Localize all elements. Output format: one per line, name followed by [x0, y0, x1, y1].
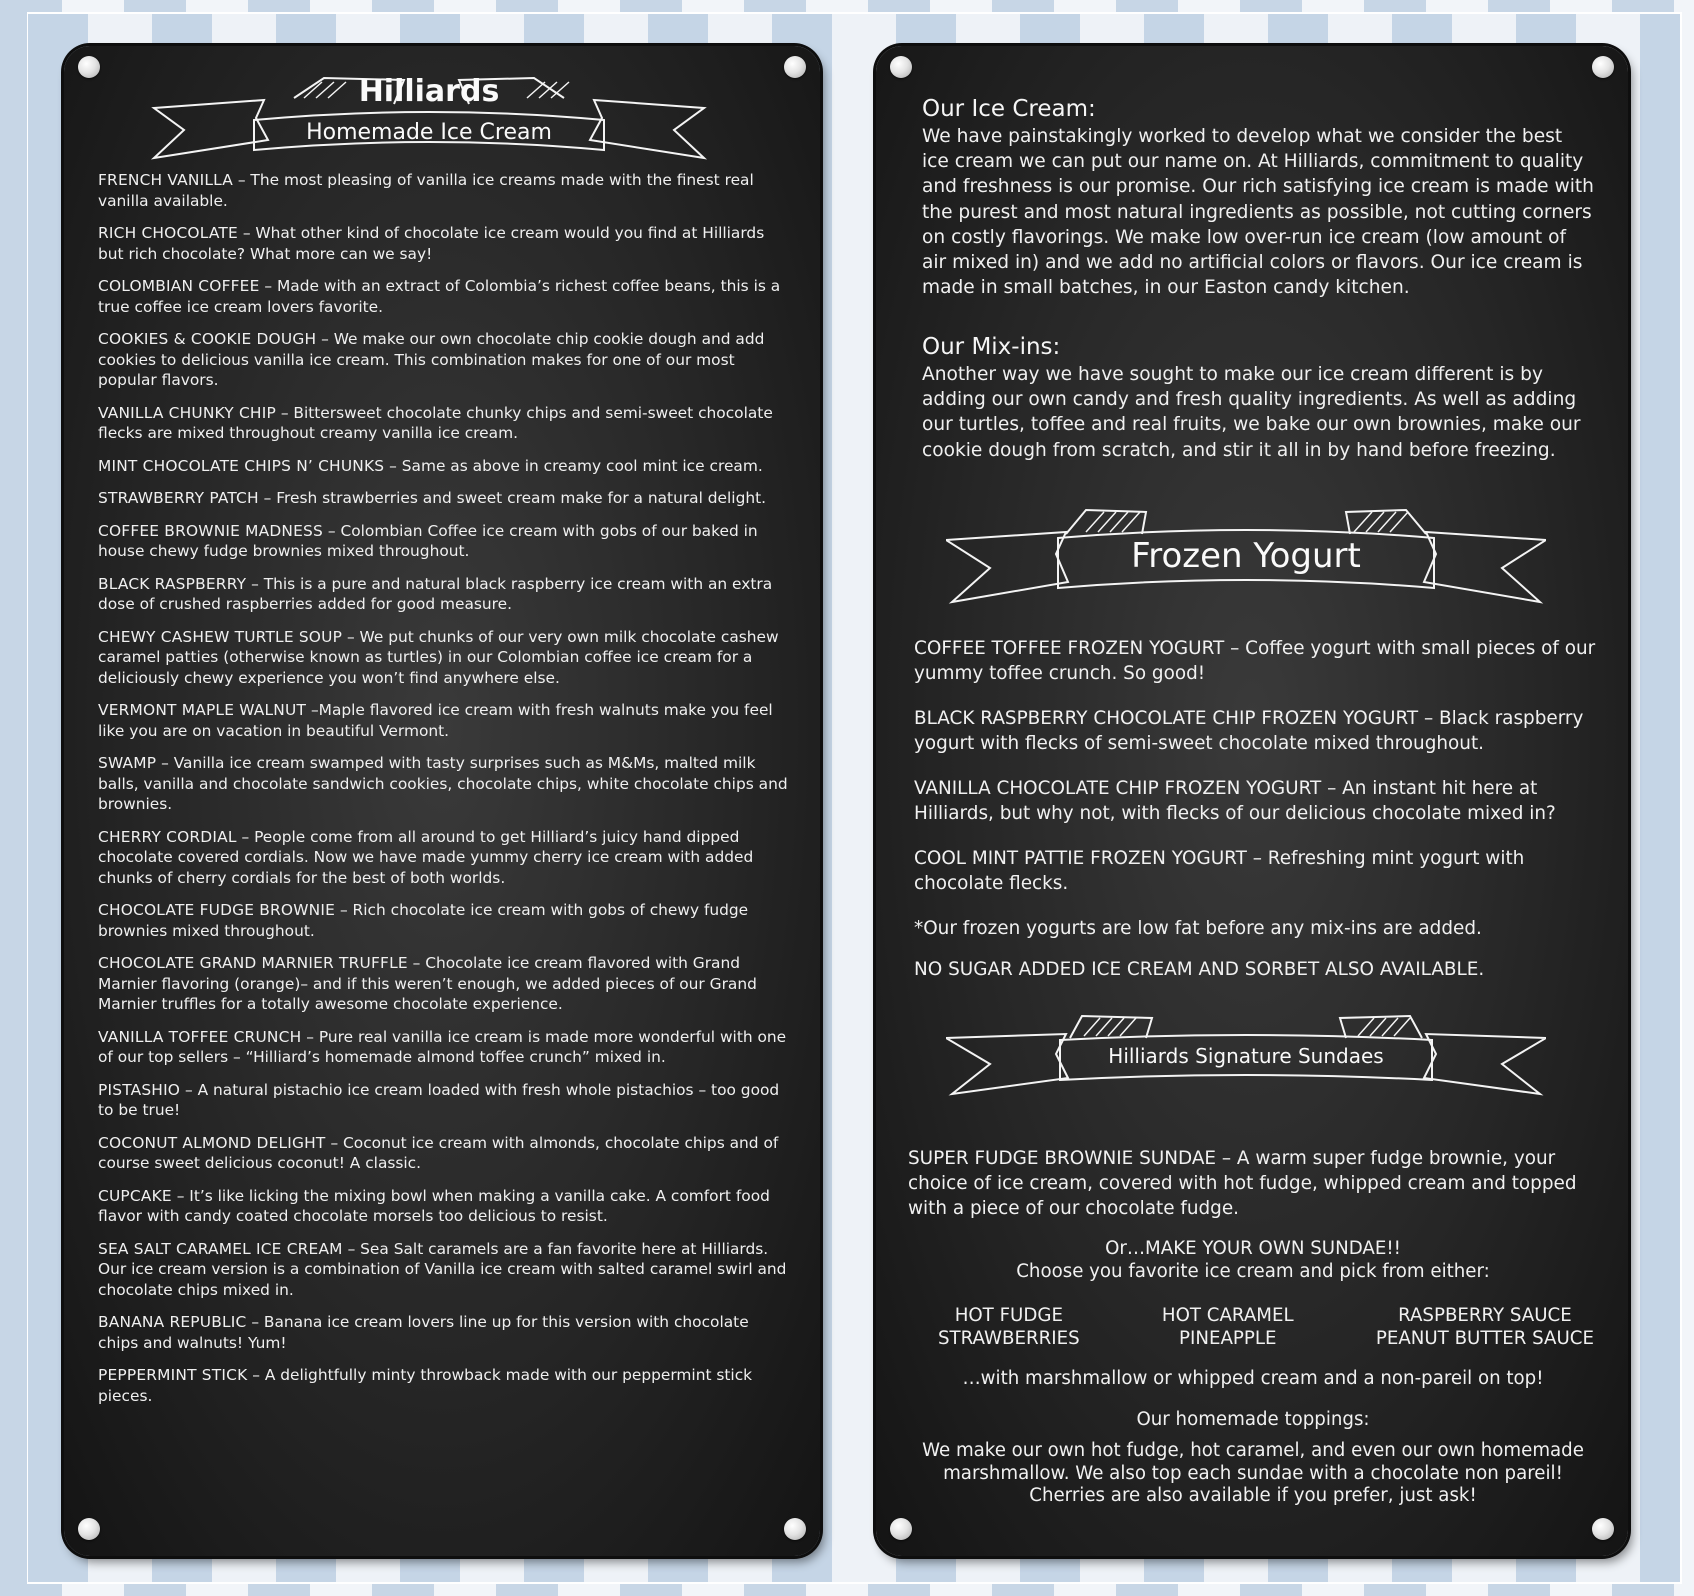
flavor-desc: – Sea Salt caramels are a fan favorite here at Hilliards. Our ice cream version is a combination of Vanilla ice cream with salted caramel swirl and chocolate chips mixed in. — [98, 1239, 787, 1299]
flavor-name: BANANA REPUBLIC — [98, 1313, 247, 1331]
flavor-name: VERMONT MAPLE WALNUT — [98, 701, 307, 719]
flavor-desc: – Banana ice cream lovers line up for this version with chocolate chips and walnuts! Yum! — [98, 1313, 749, 1352]
flavor-item — [98, 700, 790, 741]
sauce-options — [908, 1305, 1598, 1350]
ice-cream-text: We have painstakingly worked to develop what we consider the best ice cream we can put our name on. At Hilliards, commitment to quality and freshness is our promise. Our rich satisfying ice cream is made with the purest and most natural ingredients as possible, not cutting corners on costly flavorings. We make low over-run ice cream (low amount of air mixed in) and we add no artificial colors or flavors. Our ice cream is made in small batches, in our Easton candy kitchen. — [922, 126, 1594, 299]
screw-icon — [890, 1518, 912, 1540]
yogurt-item — [914, 846, 1614, 896]
flavor-name: CHEWY CASHEW TURTLE SOUP — [98, 627, 343, 646]
super-fudge-desc: – A warm super fudge brownie, your choice of ice cream, covered with hot fudge, whipped cream and topped with a piece of our chocolate fudge. — [908, 1148, 1577, 1219]
flavor-desc: – Rich chocolate ice cream with gobs of chewy fudge brownies mixed throughout. — [98, 901, 749, 940]
flavor-name: RICH CHOCOLATE — [98, 224, 238, 242]
flavor-name: COLOMBIAN COFFEE — [98, 277, 260, 295]
sauce-column — [938, 1305, 1080, 1350]
flavor-desc: – Chocolate ice cream flavored with Grand Marnier flavoring (orange)– and if this weren’t enough, we added pieces of our Grand Marnier truffles for a totally awesome chocolate experience. — [98, 954, 757, 1013]
flavor-desc: – A natural pistachio ice cream loaded with fresh whole pistachios – too good to be true! — [98, 1080, 780, 1119]
super-fudge-name: SUPER FUDGE BROWNIE SUNDAE — [908, 1148, 1217, 1169]
flavor-name: MINT CHOCOLATE CHIPS N’ CHUNKS — [98, 456, 385, 475]
yogurt-item — [914, 706, 1614, 756]
banner-subtitle: Homemade Ice Cream — [306, 120, 552, 145]
sauce-column — [1376, 1305, 1594, 1350]
flavor-desc: – We put chunks of our very own milk chocolate cashew caramel patties (otherwise known as turtles) in our Colombian coffee ice cream for a deliciously chewy experience you won’t find anywhere else. — [98, 627, 779, 687]
screw-icon — [890, 56, 912, 78]
yogurt-name: VANILLA CHOCOLATE CHIP FROZEN YOGURT — [914, 778, 1322, 799]
flavor-item — [98, 1080, 790, 1121]
flavor-name: SEA SALT CARAMEL ICE CREAM — [98, 1239, 343, 1258]
ice-cream-section — [922, 96, 1594, 300]
flavor-name: COFFEE BROWNIE MADNESS — [98, 521, 323, 540]
flavor-desc: – It’s like licking the mixing bowl when making a vanilla cake. A comfort food flavor with candy coated chocolate morsels too delicious to resist. — [98, 1186, 770, 1225]
flavor-name: CHOCOLATE GRAND MARNIER TRUFFLE — [98, 954, 408, 972]
flavor-desc: – What other kind of chocolate ice cream would you find at Hilliards but rich chocolate? What more can we say! — [98, 224, 765, 263]
screw-icon — [1592, 1518, 1614, 1540]
flavor-item — [98, 403, 790, 444]
flavor-item — [98, 1027, 790, 1068]
sundae-section — [908, 1146, 1598, 1508]
flavor-name: PISTASHIO — [98, 1080, 181, 1099]
center-divider — [856, 14, 864, 1582]
flavor-name: FRENCH VANILLA — [98, 171, 233, 189]
mixins-title: Our Mix-ins: — [922, 334, 1061, 360]
homemade-toppings-text: We make our own hot fudge, hot caramel, and even our own homemade marshmallow. We also top each sundae with a chocolate non pareil! Cherries are also available if you prefer, just ask! — [922, 1440, 1584, 1506]
yogurt-desc: – An instant hit here at Hilliards, but why not, with flecks of our delicious chocolate mixed in? — [914, 778, 1556, 824]
flavor-name: CHERRY CORDIAL — [98, 827, 237, 846]
flavor-desc: – The most pleasing of vanilla ice creams made with the finest real vanilla available. — [98, 171, 754, 210]
sauce-item: STRAWBERRIES — [938, 1327, 1080, 1349]
yogurt-name: COOL MINT PATTIE FROZEN YOGURT — [914, 848, 1247, 869]
flavor-item — [98, 276, 790, 317]
ice-cream-title: Our Ice Cream: — [922, 96, 1096, 122]
banner-title: Hilliards — [358, 74, 500, 109]
screw-icon — [78, 56, 100, 78]
flavor-item — [98, 329, 790, 391]
left-chalkboard — [64, 46, 820, 1556]
screw-icon — [1592, 56, 1614, 78]
sundaes-title: Hilliards Signature Sundaes — [1108, 1044, 1384, 1068]
flavor-item — [98, 827, 790, 889]
hilliards-banner — [144, 68, 714, 168]
yogurt-list — [914, 636, 1614, 1002]
flavor-desc: – People come from all around to get Hilliard’s juicy hand dipped chocolate covered cordials. Now we have made yummy cherry ice cream with added chunks of cherry cordials for the best of both worlds. — [98, 827, 754, 887]
flavor-item — [98, 953, 790, 1015]
flavor-item — [98, 753, 790, 815]
screw-icon — [78, 1518, 100, 1540]
yogurt-name: BLACK RASPBERRY CHOCOLATE CHIP FROZEN YOGURT — [914, 708, 1419, 729]
sauce-item: PINEAPPLE — [1179, 1327, 1277, 1349]
flavor-desc: – Pure real vanilla ice cream is made more wonderful with one of our top sellers – “Hilliard’s homemade almond toffee crunch” mixed in. — [98, 1027, 787, 1066]
right-chalkboard — [876, 46, 1628, 1556]
flavor-desc: – Colombian Coffee ice cream with gobs of our baked in house chewy fudge brownies mixed throughout. — [98, 521, 758, 560]
flavor-item — [98, 574, 790, 615]
flavor-item — [98, 1239, 790, 1301]
yogurt-desc: – Black raspberry yogurt with flecks of semi-sweet chocolate mixed throughout. — [914, 708, 1584, 754]
mixins-section — [922, 334, 1594, 463]
sundaes-banner — [946, 1008, 1546, 1118]
choose-text: Choose you favorite ice cream and pick from either: — [1016, 1261, 1490, 1282]
flavor-desc: – This is a pure and natural black raspberry ice cream with an extra dose of crushed raspberries added for good measure. — [98, 574, 773, 613]
flavor-desc: – Fresh strawberries and sweet cream make for a natural delight. — [258, 489, 767, 507]
make-own-sundae — [908, 1237, 1598, 1283]
flavor-item — [98, 170, 790, 211]
make-own-heading: Or…MAKE YOUR OWN SUNDAE!! — [1105, 1238, 1401, 1259]
yogurt-item — [914, 776, 1614, 826]
flavor-name: VANILLA CHUNKY CHIP — [98, 403, 276, 422]
flavor-item — [98, 900, 790, 941]
flavor-name: VANILLA TOFFEE CRUNCH — [98, 1027, 302, 1046]
flavor-desc: – We make our own chocolate chip cookie dough and add cookies to delicious vanilla ice cream. This combination makes for one of our most popular flavors. — [98, 330, 765, 389]
yogurt-note: *Our frozen yogurts are low fat before any mix-ins are added. — [914, 918, 1482, 939]
yogurt-name: COFFEE TOFFEE FROZEN YOGURT — [914, 638, 1225, 659]
flavor-name: BLACK RASPBERRY — [98, 574, 247, 593]
flavor-item — [98, 1365, 790, 1406]
flavor-name: PEPPERMINT STICK — [98, 1366, 248, 1384]
sauce-item: HOT FUDGE — [954, 1305, 1063, 1326]
flavor-name: COOKIES & COOKIE DOUGH — [98, 330, 317, 348]
flavor-item — [98, 456, 790, 477]
homemade-toppings-title: Our homemade toppings: — [1136, 1409, 1370, 1430]
sauce-item: PEANUT BUTTER SAUCE — [1375, 1327, 1594, 1349]
sauce-column — [1162, 1305, 1294, 1350]
flavor-item — [98, 627, 790, 689]
flavor-item — [98, 223, 790, 264]
flavor-item — [98, 488, 790, 509]
yogurt-item — [914, 636, 1614, 686]
flavor-desc: – Bittersweet chocolate chunky chips and semi-sweet chocolate flecks are mixed throughout creamy vanilla ice cream. — [98, 403, 773, 442]
sauce-item: HOT CARAMEL — [1161, 1305, 1294, 1326]
flavor-name: STRAWBERRY PATCH — [98, 489, 259, 507]
super-fudge-sundae — [908, 1146, 1598, 1221]
flavor-desc: – A delightfully minty throwback made with our peppermint stick pieces. — [98, 1366, 753, 1405]
flavor-desc: – Made with an extract of Colombia’s richest coffee beans, this is a true coffee ice cream lovers favorite. — [98, 277, 781, 316]
sauce-item: RASPBERRY SAUCE — [1398, 1305, 1572, 1326]
flavor-list — [98, 170, 790, 1418]
flavor-name: CUPCAKE — [98, 1186, 172, 1205]
flavor-desc: – Vanilla ice cream swamped with tasty surprises such as M&Ms, malted milk balls, vanilla and chocolate sandwich cookies, chocolate chips, white chocolate chips and brownies. — [98, 754, 788, 813]
flavor-name: CHOCOLATE FUDGE BROWNIE — [98, 901, 336, 919]
no-sugar-note: NO SUGAR ADDED ICE CREAM AND SORBET ALSO AVAILABLE. — [914, 959, 1485, 980]
screw-icon — [784, 56, 806, 78]
flavor-desc: – Coconut ice cream with almonds, chocolate chips and of course sweet delicious coconut! A classic. — [98, 1133, 779, 1172]
flavor-desc: – Same as above in creamy cool mint ice cream. — [384, 456, 763, 475]
flavor-name: SWAMP — [98, 754, 157, 772]
yogurt-desc: – Refreshing mint yogurt with chocolate flecks. — [914, 848, 1525, 894]
yogurt-desc: – Coffee yogurt with small pieces of our yummy toffee crunch. So good! — [914, 638, 1596, 684]
frozen-yogurt-banner — [946, 502, 1546, 612]
screw-icon — [784, 1518, 806, 1540]
flavor-name: COCONUT ALMOND DELIGHT — [98, 1133, 326, 1152]
with-toppings: …with marshmallow or whipped cream and a non-pareil on top! — [962, 1368, 1544, 1389]
flavor-item — [98, 1133, 790, 1174]
mixins-text: Another way we have sought to make our ice cream different is by adding our own candy and fresh quality ingredients. As well as adding our turtles, toffee and real fruits, we bake our own brownies, make our cookie dough from scratch, and stir it all in by hand before freezing. — [922, 364, 1581, 461]
flavor-item — [98, 1186, 790, 1227]
flavor-item — [98, 521, 790, 562]
frozen-yogurt-title: Frozen Yogurt — [1131, 536, 1361, 576]
flavor-item — [98, 1312, 790, 1353]
flavor-desc: –Maple flavored ice cream with fresh walnuts make you feel like you are on vacation in beautiful Vermont. — [98, 701, 773, 740]
